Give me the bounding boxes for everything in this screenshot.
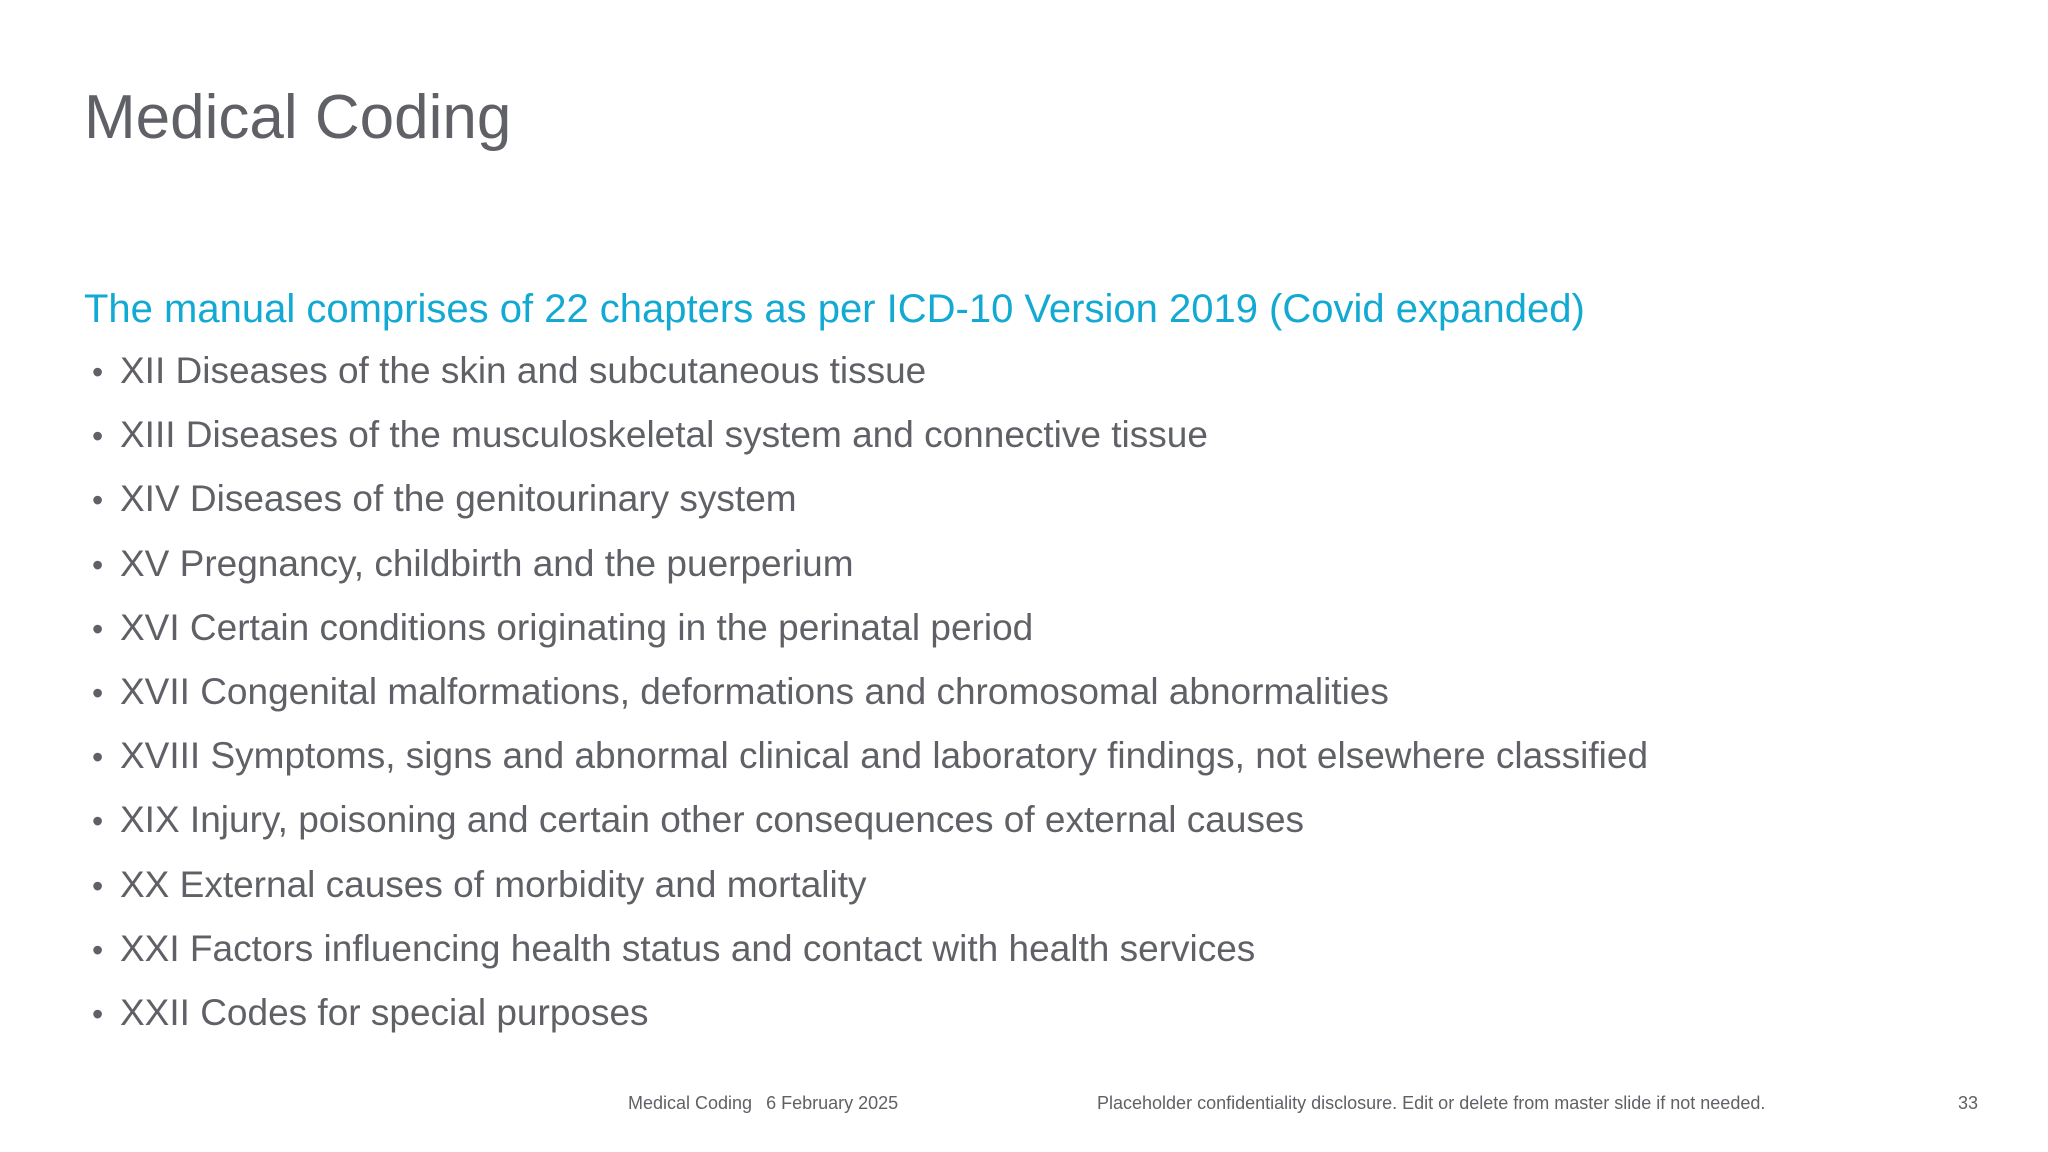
list-item <box>92 992 1648 1056</box>
slide-subtitle: The manual comprises of 22 chapters as per ICD-10 Version 2019 (Covid expanded) <box>84 287 1585 331</box>
list-item <box>92 735 1648 799</box>
list-item-text: XVI Certain conditions originating in the perinatal period <box>120 606 1034 648</box>
list-item-text: XXII Codes for special purposes <box>120 991 649 1033</box>
list-item-text: XXI Factors influencing health status and contact with health services <box>120 927 1256 969</box>
bullet-icon: • <box>92 482 104 519</box>
bullet-icon: • <box>92 867 104 904</box>
list-item-text: XVII Congenital malformations, deformations and chromosomal abnormalities <box>120 670 1389 712</box>
list-item <box>92 478 1648 542</box>
list-item-text: XIX Injury, poisoning and certain other consequences of external causes <box>120 799 1305 841</box>
list-item-text: XV Pregnancy, childbirth and the puerperium <box>120 542 854 584</box>
list-item <box>92 864 1648 928</box>
bullet-icon: • <box>92 739 104 776</box>
chapter-list <box>92 350 1648 1056</box>
list-item-text: XII Diseases of the skin and subcutaneous tissue <box>120 350 927 391</box>
list-item <box>92 543 1648 607</box>
bullet-icon: • <box>92 610 104 647</box>
page-number: 33 <box>1958 1093 1979 1113</box>
bullet-icon: • <box>92 674 104 711</box>
list-item <box>92 350 1648 414</box>
list-item <box>92 671 1648 735</box>
bullet-icon: • <box>92 546 104 583</box>
footer-label-date <box>628 1093 898 1114</box>
bullet-icon: • <box>92 418 104 455</box>
bullet-icon: • <box>92 995 104 1032</box>
list-item <box>92 607 1648 671</box>
footer-disclosure: Placeholder confidentiality disclosure. Edit or delete from master slide if not needed. <box>1097 1093 1766 1113</box>
list-item <box>92 928 1648 992</box>
slide-title: Medical Coding <box>84 83 512 152</box>
list-item-text: XIII Diseases of the musculoskeletal system and connective tissue <box>120 414 1208 456</box>
list-item-text: XX External causes of morbidity and mortality <box>120 863 867 905</box>
list-item-text: XIV Diseases of the genitourinary system <box>120 478 797 520</box>
list-item-text: XVIII Symptoms, signs and abnormal clinical and laboratory findings, not elsewhere classified <box>120 735 1649 777</box>
bullet-icon: • <box>92 803 104 840</box>
bullet-icon: • <box>92 931 104 968</box>
footer-date: 6 February 2025 <box>766 1093 899 1113</box>
footer-label: Medical Coding <box>628 1093 753 1113</box>
list-item <box>92 414 1648 478</box>
bullet-icon: • <box>92 354 104 390</box>
list-item <box>92 799 1648 863</box>
